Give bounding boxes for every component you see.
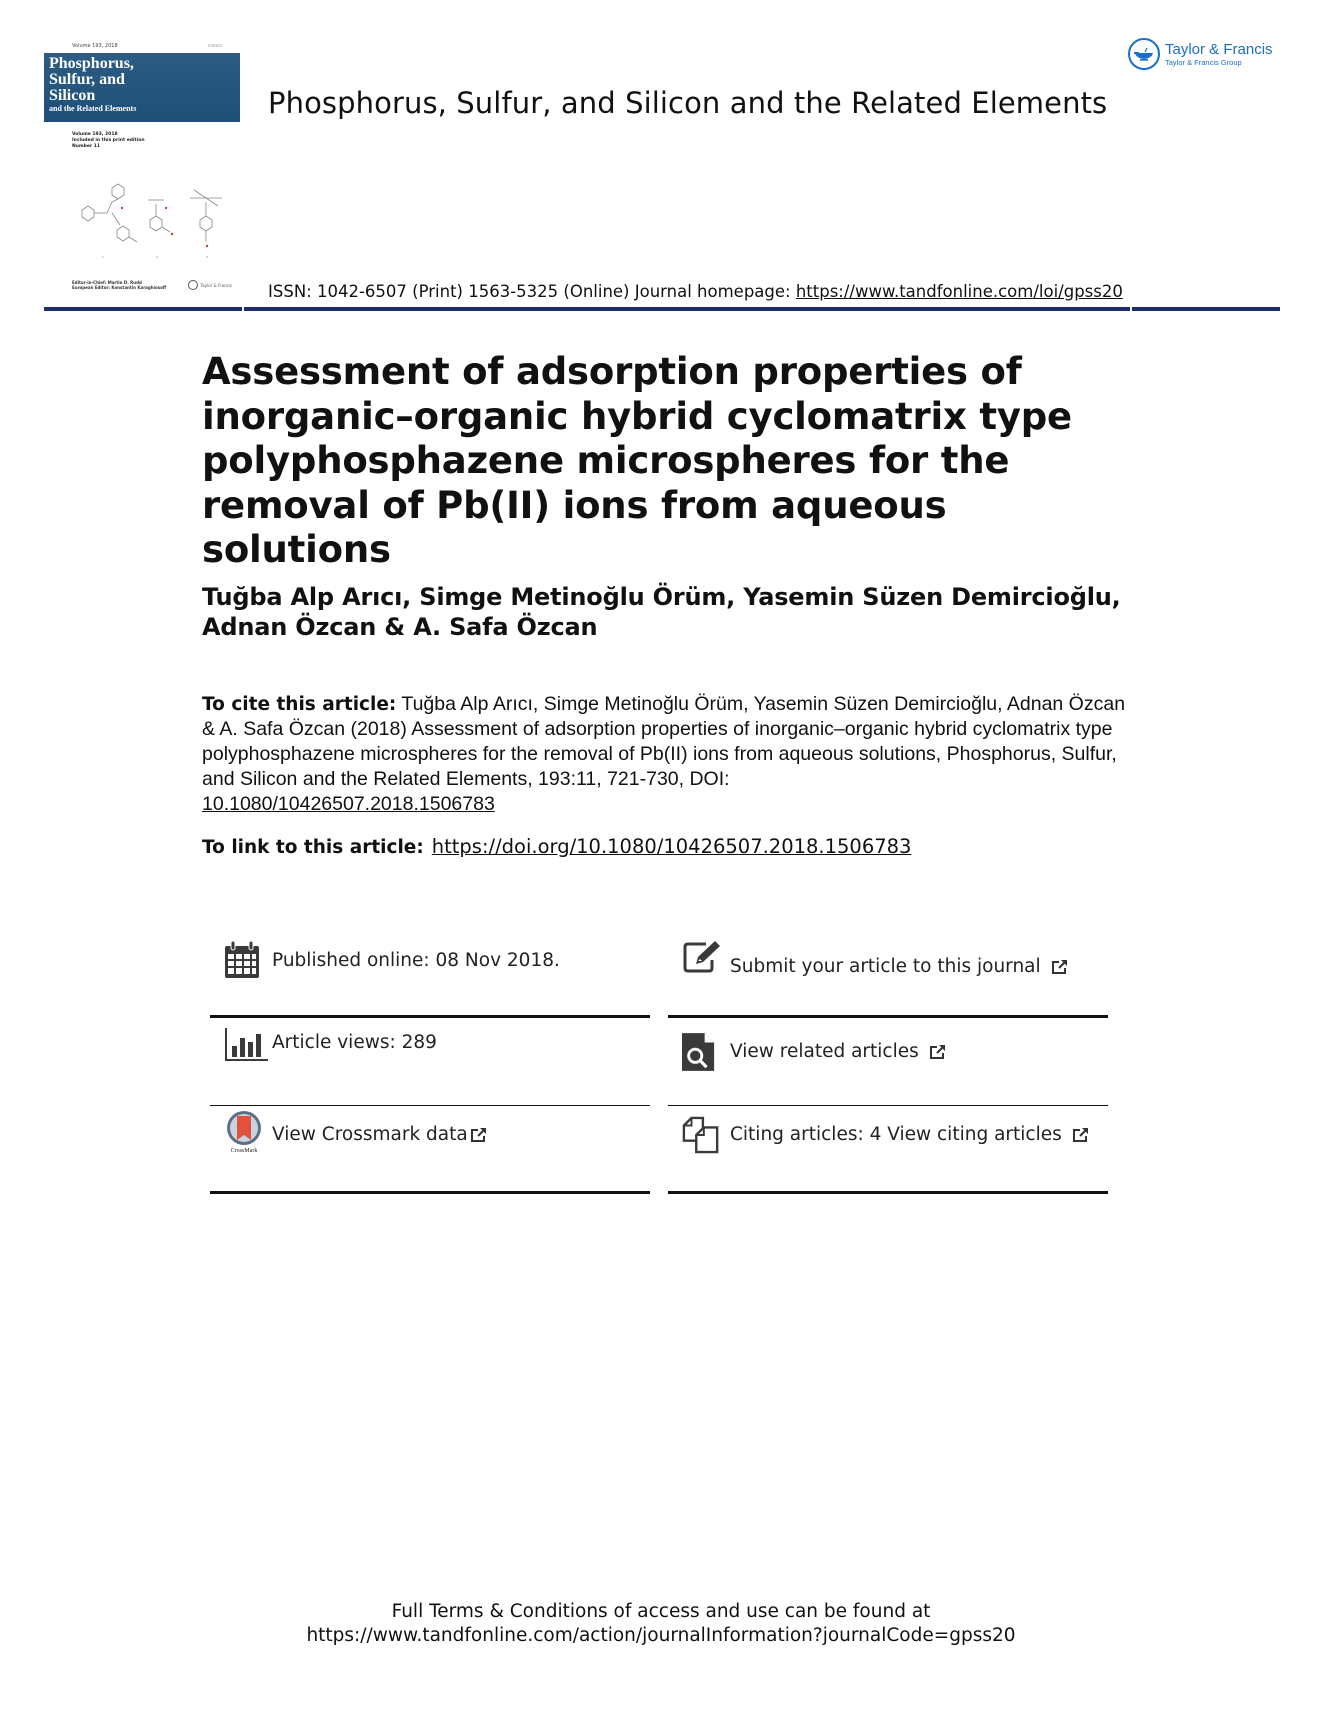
cover-editor: European Editor: Konstantin Karaghiosoff bbox=[72, 285, 167, 290]
external-link-icon bbox=[470, 1126, 488, 1144]
crossmark-text[interactable]: View Crossmark data bbox=[272, 1124, 468, 1145]
svg-text:3: 3 bbox=[206, 255, 208, 259]
citation-label: To cite this article: bbox=[202, 694, 397, 715]
journal-title: Phosphorus, Sulfur, and Silicon and the Related Elements bbox=[268, 86, 1108, 120]
header-divider bbox=[244, 307, 1130, 311]
publisher-logo[interactable] bbox=[1128, 38, 1273, 70]
terms-footer bbox=[0, 1600, 1322, 1648]
svg-text:CrossMark: CrossMark bbox=[230, 1148, 258, 1154]
published-online-item bbox=[210, 930, 650, 1018]
citation-block bbox=[202, 692, 1132, 817]
citing-articles-link bbox=[730, 1124, 1090, 1145]
submit-article-link bbox=[730, 956, 1069, 977]
copy-documents-icon bbox=[682, 1116, 720, 1154]
terms-text: Full Terms & Conditions of access and use can be found at bbox=[391, 1601, 931, 1622]
article-views-item bbox=[210, 1018, 650, 1106]
article-link-label: To link to this article: bbox=[202, 837, 424, 858]
article-title: Assessment of adsorption properties of inorganic–organic hybrid cyclomatrix type polyphosphazene microspheres for the removal of Pb(II) ions from aqueous solutions bbox=[202, 350, 1072, 571]
divider bbox=[668, 1191, 1108, 1194]
external-link-icon bbox=[929, 1043, 947, 1061]
cover-title-line: Silicon bbox=[49, 87, 96, 104]
cover-meta-line: Volume 193, 2018 bbox=[72, 132, 118, 137]
external-link-icon bbox=[1072, 1126, 1090, 1144]
cover-meta bbox=[44, 122, 240, 150]
edit-icon bbox=[682, 940, 722, 976]
citing-articles-text[interactable]: Citing articles: 4 View citing articles bbox=[730, 1124, 1062, 1145]
article-link-line bbox=[202, 835, 911, 858]
submit-article-item[interactable] bbox=[668, 930, 1108, 1018]
mini-lamp-icon bbox=[188, 280, 198, 290]
issn-line bbox=[268, 282, 1123, 301]
svg-text:1: 1 bbox=[102, 255, 104, 259]
journal-homepage-link[interactable]: https://www.tandfonline.com/loi/gpss20 bbox=[795, 282, 1123, 301]
article-views-text: Article views: 289 bbox=[272, 1032, 437, 1053]
article-doi-link[interactable]: https://doi.org/10.1080/10426507.2018.1506783 bbox=[431, 835, 912, 858]
lamp-icon bbox=[1128, 38, 1160, 70]
cover-subtitle: and the Related Elements bbox=[49, 104, 137, 113]
svg-text:2: 2 bbox=[156, 255, 158, 259]
calendar-icon bbox=[224, 940, 260, 980]
related-articles-link bbox=[730, 1041, 947, 1062]
crossmark-link bbox=[272, 1124, 488, 1145]
cover-meta-line: Number 11 bbox=[72, 144, 100, 149]
article-authors: Tuğba Alp Arıcı, Simge Metinoğlu Örüm, Yasemin Süzen Demircioğlu, Adnan Özcan & A. Safa Özcan bbox=[202, 583, 1121, 641]
cover-title-line: Phosphorus, bbox=[49, 55, 134, 72]
citation-text: Tuğba Alp Arıcı, Simge Metinoğlu Örüm, Yasemin Süzen Demircioğlu, Adnan Özcan & A. Safa Özcan (2018) Assessment of adsorption properties of inorganic–organic hybrid cyclomatrix type polyphosphazene microspheres for the removal of Pb(II) ions from aqueous solutions, Phosphorus, Sulfur, and Silicon and the Related Elements, 193:11, 721-730, DOI: bbox=[202, 693, 1126, 790]
related-articles-item[interactable] bbox=[668, 1018, 1108, 1106]
terms-url[interactable]: https://www.tandfonline.com/action/journalInformation?journalCode=gpss20 bbox=[306, 1625, 1016, 1646]
chemical-structures-image bbox=[72, 180, 232, 260]
external-link-icon bbox=[1051, 958, 1069, 976]
cover-meta-line: Included in this print edition bbox=[72, 138, 145, 143]
cover-issn-mini: ▭▭▭ bbox=[207, 43, 222, 49]
document-search-icon bbox=[682, 1032, 716, 1072]
header-divider bbox=[44, 307, 242, 311]
cover-header bbox=[44, 40, 240, 53]
cover-title-band bbox=[44, 53, 240, 122]
published-online-text: Published online: 08 Nov 2018. bbox=[272, 950, 560, 971]
divider bbox=[210, 1191, 650, 1194]
cover-publisher-name: Taylor & Francis bbox=[200, 282, 232, 288]
issn-text: ISSN: 1042-6507 (Print) 1563-5325 (Online) Journal homepage: bbox=[268, 282, 796, 301]
submit-article-text[interactable]: Submit your article to this journal bbox=[730, 956, 1041, 977]
journal-cover bbox=[44, 40, 240, 302]
cover-volume: Volume 193, 2018 bbox=[72, 43, 118, 49]
related-articles-text[interactable]: View related articles bbox=[730, 1041, 919, 1062]
crossmark-icon bbox=[224, 1110, 264, 1154]
header-divider bbox=[1132, 307, 1280, 311]
cover-editor: Editor-in-Chief: Martin D. Rudd bbox=[72, 280, 142, 285]
cover-editors bbox=[72, 280, 232, 290]
citation-doi-link[interactable]: 10.1080/10426507.2018.1506783 bbox=[202, 793, 495, 815]
citing-articles-item[interactable] bbox=[668, 1106, 1108, 1194]
publisher-name: Taylor & Francis bbox=[1165, 40, 1273, 58]
bar-chart-icon bbox=[224, 1028, 268, 1062]
publisher-group: Taylor & Francis Group bbox=[1165, 57, 1242, 67]
cover-title-line: Sulfur, and bbox=[49, 71, 125, 88]
crossmark-item[interactable] bbox=[210, 1106, 650, 1194]
cover-publisher-logo bbox=[188, 280, 233, 290]
